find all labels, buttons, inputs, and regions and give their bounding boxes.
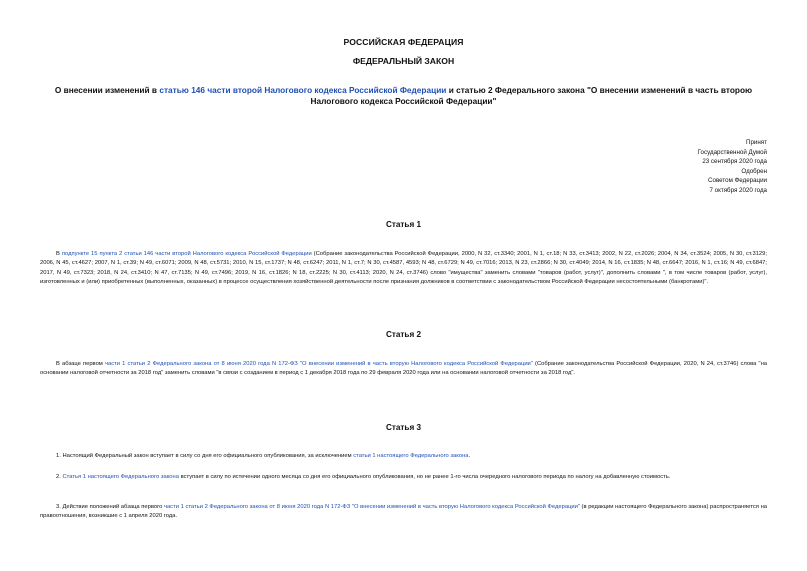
article-3-p3-end: (в редакции настоящего Федерального закона) распространяется на правоотношения, возникшие с 1 апреля 2020 года. (40, 504, 767, 520)
article-3-p3-link[interactable]: части 1 статьи 2 Федерального закона от 8 июня 2020 года N 172-ФЗ "О внесении изменений в часть вторую Налогового кодекса Российской Федерации" (163, 504, 580, 510)
article-3-p2-text: вступает в силу по истечении одного месяца со дня его официального опубликования, но не ранее 1-го числа очередного налогового периода по налогу на добавленную стоимость. (178, 474, 671, 480)
article-1-heading: Статья 1 (385, 220, 422, 229)
article-2-text (40, 360, 767, 379)
article-3-paragraph-2 (40, 473, 767, 482)
article-3-paragraph-3 (40, 503, 767, 522)
article-2-body: (Собрание законодательства Российской Федерации, 2020, N 24, ст.3746) слова "на основании налоговой отчетности за 2018 год" заменить словами "в связи с созданием в период с 1 декабря 2018 года по 29 февраля 2020 года или на основании налоговой отчетности за 2018 год". (40, 361, 767, 377)
article-3-p1-end: . (468, 453, 471, 459)
title-rest: и статью 2 Федерального закона "О внесении изменений в часть второю Налогового кодекса Российской Федерации" (310, 85, 753, 106)
article-3-p1-link[interactable]: статьи 1 настоящего Федерального закона (353, 453, 469, 459)
accepted-label: Принят (746, 139, 767, 146)
accepted-by: Государственной Думой (697, 148, 767, 156)
law-title (40, 85, 767, 107)
article-3-heading: Статья 3 (385, 423, 422, 432)
article-1-text (40, 250, 767, 288)
title-prefix: О внесении изменений в (54, 85, 160, 95)
law-type-heading: ФЕДЕРАЛЬНЫЙ ЗАКОН (352, 56, 455, 66)
article-3-p1-text: 1. Настоящий Федеральный закон вступает в силу со дня его официального опубликования, за исключением (56, 453, 354, 459)
title-link-article-146[interactable]: статью 146 части второй Налогового кодекса Российской Федерации (159, 85, 447, 95)
article-2-link[interactable]: части 1 статьи 2 Федерального закона от 8 июня 2020 года N 172-ФЗ "О внесении изменений в часть вторую Налогового кодекса Российской Федерации" (104, 361, 533, 367)
approved-label: Одобрен (741, 167, 767, 175)
article-2-prefix: В абзаце первом (56, 361, 105, 367)
article-1-body: (Собрание законодательства Российской Федерации, 2000, N 32, ст.3340; 2001, N 1, ст.18; N 33, ст.3413; 2002, N 22, ст.2026; 2004, N 34, ст.3524; 2005, N 30, ст.3129; 2006, N 45, ст.4627; 2007, N 1, ст.39; N 49, ст.6071; 2009, N 48, ст.5731; 2010, N 15, ст.1737; N 48, ст.6247; 2011, N 1, ст.7; N 30, ст.4587, 4593; N 48, ст.6729; N 49, ст.7016; 2013, N 23, ст.2866; N 30, ст.4049; 2014, N 16, ст.1835; N 48, ст.6647; 2016, N 1, ст.16; N 49, ст.6847; 2017, N 49, ст.7323; 2018, N 24, ст.3410; N 47, ст.7135; N 49, ст.7496; 2019, N 16, ст.1826; N 18, ст.2225; N 30, ст.4113; 2020, N 24, ст.3746) слово "имущества" заменить словами "товаров (работ, услуг)", дополнить словами ", в том числе товаров (работ, услуг), изготовленных и (или) приобретенных (выполненных, оказанных) в процессе осуществления хозяйственной деятельности после признания должников в соответствии с законодательством Российской Федерации несостоятельными (банкротами)". (40, 251, 767, 286)
federation-heading: РОССИЙСКАЯ ФЕДЕРАЦИЯ (343, 37, 464, 47)
article-1-prefix: В (56, 251, 62, 257)
approved-date: 7 октября 2020 года (709, 186, 767, 194)
article-3-p2-num: 2. (56, 474, 63, 480)
accepted-date: 23 сентября 2020 года (702, 158, 767, 166)
approved-by: Советом Федерации (708, 177, 767, 185)
article-3-paragraph-1 (40, 452, 767, 461)
article-1-link[interactable]: подпункте 15 пункта 2 статьи 146 части второй Налогового кодекса Российской Федерации (61, 251, 312, 257)
adoption-info (567, 138, 767, 196)
article-3-p3-text: 3. Действие положений абзаца первого (56, 504, 164, 510)
article-3-p2-link[interactable]: Статья 1 настоящего Федерального закона (62, 474, 179, 480)
article-2-heading: Статья 2 (385, 330, 422, 339)
